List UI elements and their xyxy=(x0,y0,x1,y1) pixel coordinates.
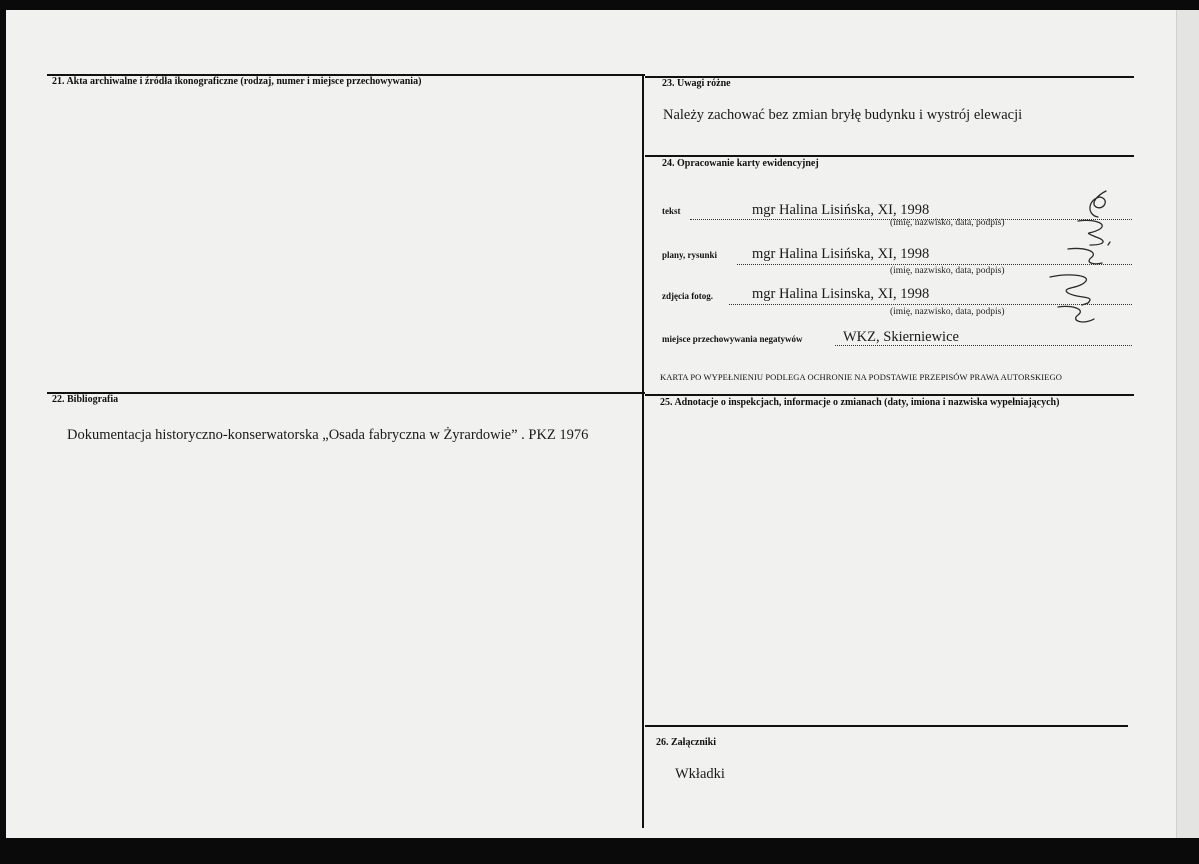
author-plans: mgr Halina Lisińska, XI, 1998 xyxy=(752,246,930,262)
page-edge xyxy=(1176,10,1199,838)
column-divider xyxy=(642,74,644,828)
row-label-plans: plany, rysunki xyxy=(662,250,718,260)
section-21-label: 21. Akta archiwalne i źródła ikonograficzne (rodzaj, numer i miejsce przechowywania) xyxy=(52,76,422,87)
section-24-label: 24. Opracowanie karty ewidencyjnej xyxy=(662,158,819,169)
author-photos: mgr Halina Lisinska, XI, 1998 xyxy=(752,286,930,302)
middle-rule-right xyxy=(645,394,1134,396)
section-23-label: 23. Uwagi różne xyxy=(662,78,731,89)
handwritten-signature-icon xyxy=(1038,185,1128,330)
remarks-text: Należy zachować bez zmian bryłę budynku i wystrój elewacji xyxy=(663,107,1023,123)
section-26-label: 26. Załączniki xyxy=(656,737,717,748)
negatives-location: WKZ, Skierniewice xyxy=(843,329,959,345)
attachments-text: Wkładki xyxy=(675,766,725,782)
document-page xyxy=(6,10,1197,838)
section-22-label: 22. Bibliografia xyxy=(52,394,119,405)
hint-plans: (imię, nazwisko, data, podpis) xyxy=(890,266,1005,276)
middle-rule-left xyxy=(47,392,645,394)
hint-photos: (imię, nazwisko, data, podpis) xyxy=(890,307,1005,317)
bibliography-entry: Dokumentacja historyczno-konserwatorska „Osada fabryczna w Żyrardowie” . PKZ 1976 xyxy=(67,427,589,443)
hint-text: (imię, nazwisko, data, podpis) xyxy=(890,218,1005,228)
row-label-photos: zdjęcia fotog. xyxy=(662,291,713,301)
rule-section-26 xyxy=(645,725,1128,727)
row-label-text: tekst xyxy=(662,206,681,216)
rule-section-24 xyxy=(645,155,1134,157)
author-text: mgr Halina Lisińska, XI, 1998 xyxy=(752,202,930,218)
negatives-label: miejsce przechowywania negatywów xyxy=(662,334,803,344)
copyright-notice: KARTA PO WYPEŁNIENIU PODLEGA OCHRONIE NA PODSTAWIE PRZEPISÓW PRAWA AUTORSKIEGO xyxy=(660,372,1062,382)
section-25-label: 25. Adnotacje o inspekcjach, informacje o zmianach (daty, imiona i nazwiska wypełniających) xyxy=(660,397,1060,408)
